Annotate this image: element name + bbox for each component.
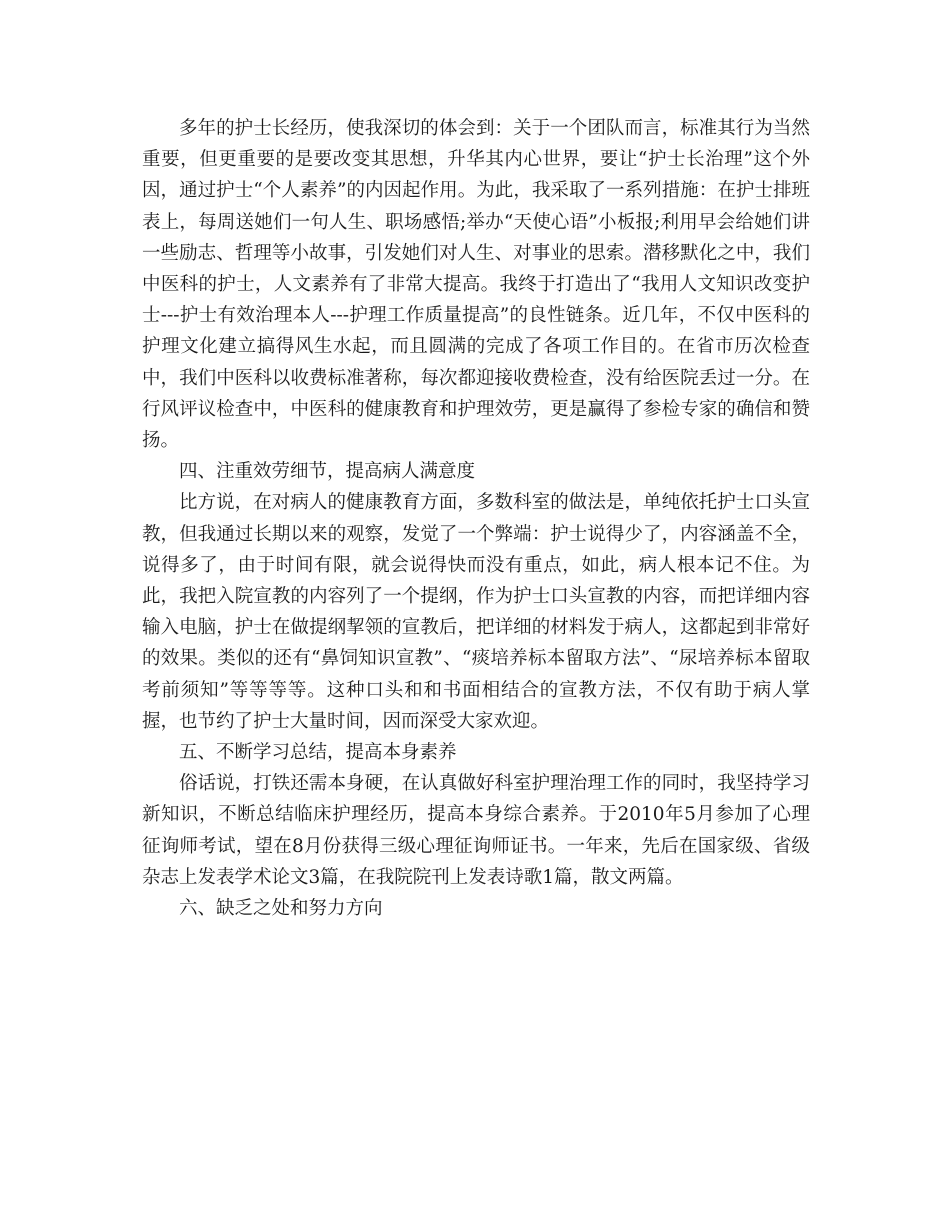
paragraph-health-education: 比方说，在对病人的健康教育方面，多数科室的做法是，单纯依托护士口头宣教，但我通过长期以来的观察，发觉了一个弊端：护士说得少了，内容涵盖不全，说得多了，由于时间有限，就会说得快而没有重点，如此，病人根本记不住。为此，我把入院宣教的内容列了一个提纲，作为护士口头宣教的内容，而把详细内容输入电脑，护士在做提纲挈领的宣教后，把详细的材料发于病人，这都起到非常好的效果。类似的还有“鼻饲知识宣教”、“痰培养标本留取方法”、“尿培养标本留取考前须知”等等等等。这种口头和和书面相结合的宣教方法，不仅有助于病人掌握，也节约了护士大量时间，因而深受大家欢迎。 <box>142 492 810 732</box>
paragraph-team-management: 多年的护士长经历，使我深切的体会到：关于一个团队而言，标准其行为当然重要，但更重要的是要改变其思想，升华其内心世界，要让“护士长治理”这个外因，通过护士“个人素养”的内因起作用。为此，我采取了一系列措施：在护士排班表上，每周送她们一句人生、职场感悟;举办“天使心语”小板报;利用早会给她们讲一些励志、哲理等小故事，引发她们对人生、对事业的思索。潜移默化之中，我们中医科的护士，人文素养有了非常大提高。我终于打造出了“我用人文知识改变护士---护士有效治理本人---护理工作质量提高”的良性链条。近几年，不仅中医科的护理文化建立搞得风生水起，而且圆满的完成了各项工作目的。在省市历次检查中，我们中医科以收费标准著称，每次都迎接收费检查，没有给医院丢过一分。在行风评议检查中，中医科的健康教育和护理效劳，更是赢得了参检专家的确信和赞扬。 <box>142 118 810 452</box>
section-heading-service-details: 四、注重效劳细节，提高病人满意度 <box>179 461 476 483</box>
section-heading-learning: 五、不断学习总结，提高本身素养 <box>179 742 457 764</box>
section-heading-shortcomings: 六、缺乏之处和努力方向 <box>179 898 383 920</box>
paragraph-self-improvement: 俗话说，打铁还需本身硬，在认真做好科室护理治理工作的同时，我坚持学习新知识，不断总结临床护理经历，提高本身综合素养。于2010年5月参加了心理征询师考试，望在8月份获得三级心理征询师证书。一年来，先后在国家级、省级杂志上发表学术论文3篇，在我院院刊上发表诗歌1篇，散文两篇。 <box>142 773 810 888</box>
document-body <box>142 113 810 924</box>
